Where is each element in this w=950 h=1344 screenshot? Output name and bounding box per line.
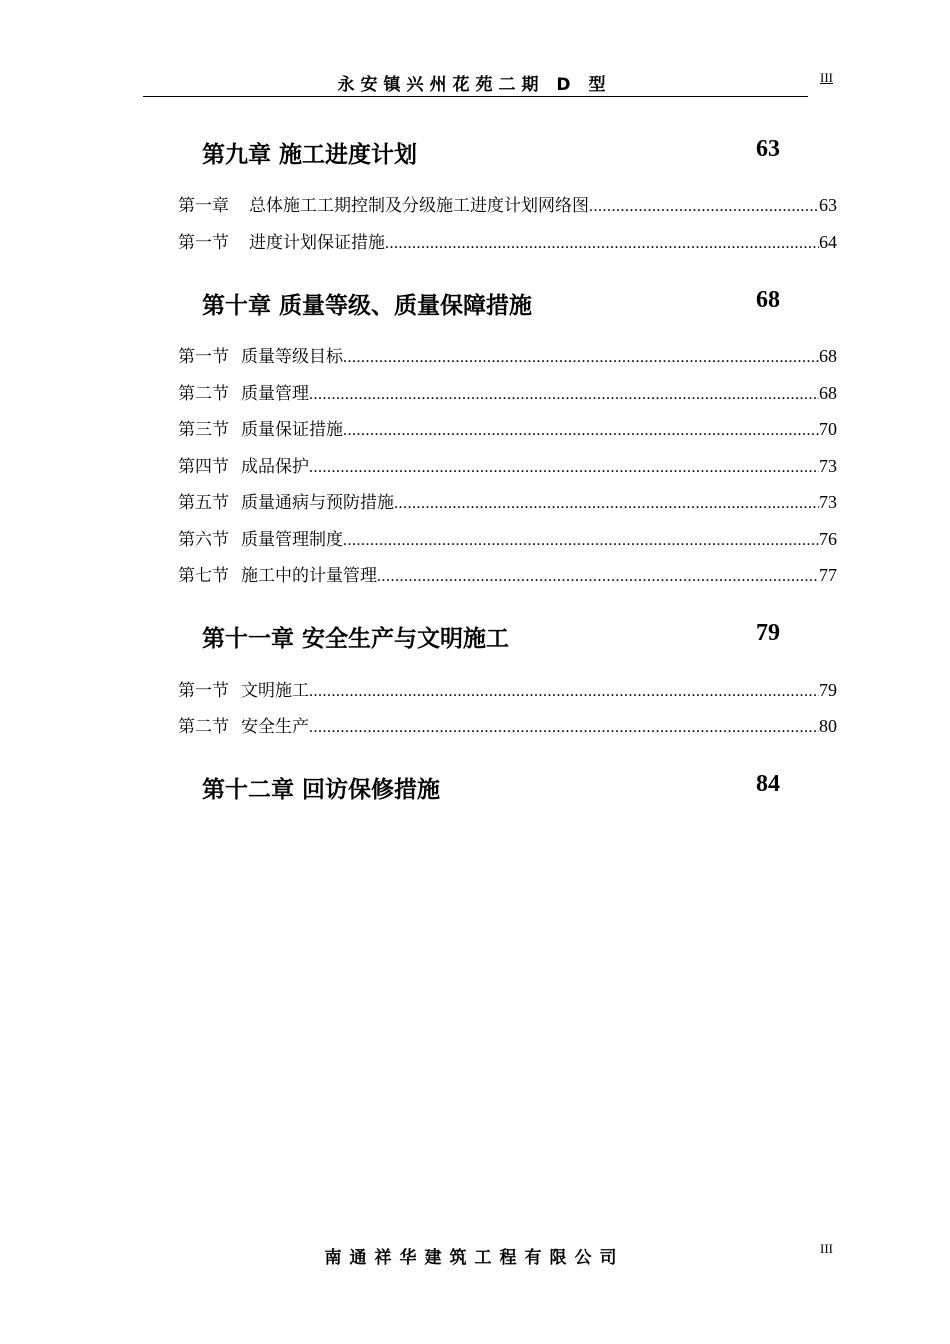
entry-number: 第三节 — [178, 420, 229, 440]
toc-entry[interactable] — [178, 561, 837, 585]
dot-leader — [377, 568, 819, 586]
entry-number: 第二节 — [178, 384, 229, 404]
entry-page: 79 — [819, 680, 837, 700]
entry-title: 安全生产 — [241, 717, 309, 737]
entry-page: 73 — [819, 492, 837, 512]
entry-page: 63 — [819, 195, 837, 215]
toc-chapter-12[interactable] — [202, 771, 782, 801]
dot-leader — [394, 495, 819, 513]
entry-title: 质量管理制度 — [241, 530, 343, 550]
header-page-number: III — [820, 70, 833, 85]
entry-title: 成品保护 — [241, 457, 309, 477]
dot-leader — [589, 198, 819, 216]
entry-title: 质量等级目标 — [241, 347, 343, 367]
toc-chapter-9[interactable] — [202, 136, 782, 166]
footer-company-name: 南通祥华建筑工程有限公司 — [324, 1248, 625, 1268]
toc-entry[interactable] — [178, 712, 837, 736]
entry-title: 总体施工工期控制及分级施工进度计划网络图 — [249, 196, 589, 216]
entry-title: 施工中的计量管理 — [241, 566, 377, 586]
entry-page: 76 — [819, 529, 837, 549]
entry-number: 第一节 — [178, 681, 229, 701]
entry-number: 第二节 — [178, 717, 229, 737]
entry-number: 第四节 — [178, 457, 229, 477]
dot-leader — [309, 683, 819, 701]
chapter-page: 68 — [756, 287, 780, 313]
entry-title: 质量通病与预防措施 — [241, 493, 394, 513]
dot-leader — [309, 459, 819, 477]
entry-number: 第一章 — [178, 196, 229, 216]
entry-number: 第六节 — [178, 530, 229, 550]
toc-entry[interactable] — [178, 342, 837, 366]
entry-title: 质量管理 — [241, 384, 309, 404]
toc-chapter-10[interactable] — [202, 287, 782, 317]
chapter-page: 63 — [756, 136, 780, 162]
dot-leader — [309, 386, 819, 404]
toc-entry[interactable] — [178, 676, 837, 700]
entry-number: 第一节 — [178, 233, 229, 253]
toc-entry[interactable] — [178, 379, 837, 403]
entry-page: 64 — [819, 232, 837, 252]
entry-page: 70 — [819, 419, 837, 439]
toc-entry[interactable] — [178, 488, 837, 512]
dot-leader — [343, 422, 819, 440]
dot-leader — [343, 532, 819, 550]
entry-title: 质量保证措施 — [241, 420, 343, 440]
entry-page: 68 — [819, 346, 837, 366]
chapter-page: 79 — [756, 620, 780, 646]
entry-number: 第五节 — [178, 493, 229, 513]
toc-entry[interactable] — [178, 228, 837, 252]
header-divider — [143, 96, 808, 97]
chapter-page: 84 — [756, 771, 780, 797]
toc-entry[interactable] — [178, 452, 837, 476]
footer-page-number: III — [820, 1241, 833, 1256]
toc-chapter-11[interactable] — [202, 620, 782, 650]
toc-entry[interactable] — [178, 191, 837, 215]
toc-entry[interactable] — [178, 415, 837, 439]
chapter-title: 第十一章 安全生产与文明施工 — [202, 626, 510, 652]
entry-page: 73 — [819, 456, 837, 476]
dot-leader — [343, 349, 819, 367]
entry-title: 进度计划保证措施 — [249, 233, 385, 253]
entry-number: 第七节 — [178, 566, 229, 586]
running-header-title: 永安镇兴州花苑二期 D 型 — [337, 75, 612, 95]
entry-title: 文明施工 — [241, 681, 309, 701]
dot-leader — [385, 235, 819, 253]
chapter-title: 第十二章 回访保修措施 — [202, 777, 441, 803]
chapter-title: 第九章 施工进度计划 — [202, 142, 418, 168]
toc-entry[interactable] — [178, 525, 837, 549]
chapter-title: 第十章 质量等级、质量保障措施 — [202, 293, 533, 319]
dot-leader — [309, 719, 819, 737]
entry-page: 77 — [819, 565, 837, 585]
entry-page: 80 — [819, 716, 837, 736]
entry-number: 第一节 — [178, 347, 229, 367]
entry-page: 68 — [819, 383, 837, 403]
